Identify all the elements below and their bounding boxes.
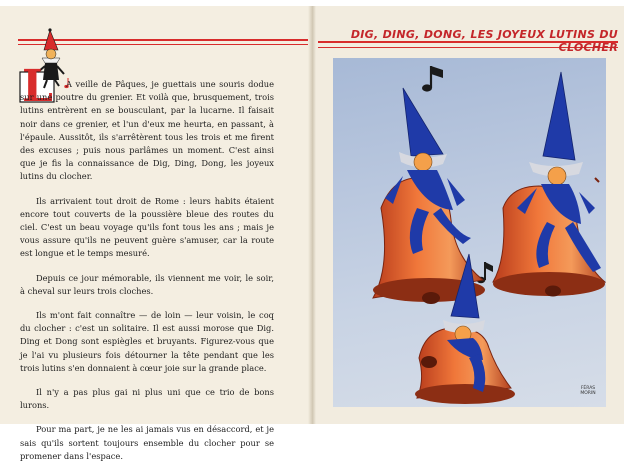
artist-signature: FÉRAS MORIN — [580, 386, 596, 396]
drop-cap-letter: L — [22, 61, 53, 104]
paragraph-text: A veille de Pâques, je guettais une souris dodue sur une poutre du grenier. Et voilà que, brusquement, trois lutins entrèrent en se bousculant, par la lucarne. Il faisait noir dans ce grenier, et l'un d'eux me heurta, en passant, à l'épaule. Aussitôt, ils s'arrêtèrent tous les trois et me firent des excuses ; puis nous parlâmes un moment. C'est ainsi que je fis la connaissance de Dig, Ding, Dong, les joyeux lutins du clocher. — [20, 79, 274, 182]
story-text — [20, 78, 274, 474]
paragraph: Il n'y a pas plus gai ni plus uni que ce trio de bons lurons. — [20, 387, 274, 411]
elves-on-bells-artwork — [333, 58, 606, 407]
paragraph — [20, 78, 274, 184]
bells-illustration — [333, 58, 606, 407]
music-note-icon — [422, 66, 443, 92]
page-title: DIG, DING, DONG, LES JOYEUX LUTINS DU CLOCHER — [350, 28, 618, 54]
paragraph: Depuis ce jour mémorable, ils viennent me voir, le soir, à cheval sur leurs trois cloches. — [20, 272, 274, 296]
paragraph: Pour ma part, je ne les ai jamais vus en désaccord, et je sais qu'ils sortent toujours ensemble du clocher pour se promener dans l'espace. — [20, 424, 274, 461]
paragraph: Ils arrivaient tout droit de Rome : leurs habits étaient encore tout couverts de la poussière bleue des routes du ciel. C'est un beau voyage qu'ils font tous les ans ; mais je vous assure qu'ils ne peuvent guère s'amuser, car la route est longue et le temps mesuré. — [20, 195, 274, 259]
book-gutter — [308, 6, 316, 424]
open-book — [0, 6, 624, 461]
paragraph: Ils m'ont fait connaître — de loin — leur voisin, le coq du clocher : c'est un solitaire. Il est aussi morose que Dig. Ding et Dong sont espiègles et bruyants. Figurez-vous que je l'ai vu plusieurs fois détourner la tête pendant que les trois lutins s'en donnaient à cœur joie sur la grande place. — [20, 310, 274, 373]
